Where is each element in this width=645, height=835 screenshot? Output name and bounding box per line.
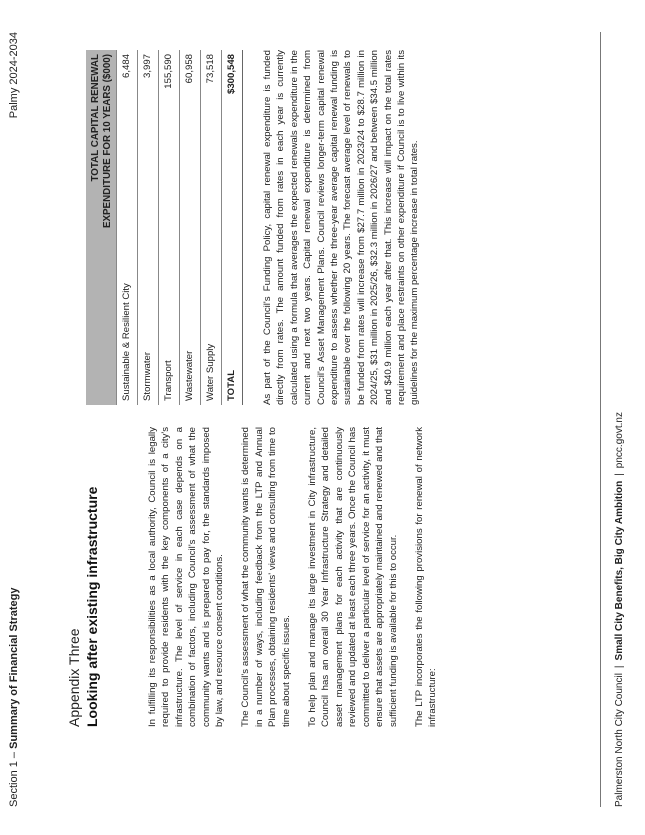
appendix-title: Looking after existing infrastructure [84,486,100,727]
row-value: 155,590 [159,50,180,248]
paragraph: The LTP incorporates the following provisions for renewal of network infrastructure: [413,427,439,727]
row-label: Sustainable & Resilient City [117,248,138,405]
left-column [146,427,453,727]
total-label: TOTAL [222,248,243,405]
table-total-row [222,50,243,405]
section-title: Summary of Financial Strategy [8,587,20,749]
row-label: Water Supply [201,248,222,405]
table-row [138,50,159,405]
funding-policy-text [261,50,422,405]
table-header-blank [86,248,117,405]
row-value: 73,518 [201,50,222,248]
section-prefix: Section 1 – [8,751,20,807]
row-value: 60,958 [180,50,201,248]
appendix-label: Appendix Three [66,628,82,727]
footer-website: pncc.govt.nz [614,412,625,469]
renewal-expenditure-table [86,50,243,405]
paragraph: To help plan and manage its large investment in City infrastructure, Council has an overall 30 Year Infrastructure Strategy and detailed asset management plans for each activity that are continuously reviewed and updated at least each three years. Once the Council has committed to deliver a particular level of service for an activity, it must ensure that assets are appropriately maintained and renewed and that sufficient funding is available for this to occur. [307,427,399,727]
row-value: 6,484 [117,50,138,248]
footer-divider [600,32,601,807]
table-row [117,50,138,405]
table-column-header: TOTAL CAPITAL RENEWAL EXPENDITURE FOR 10 YEARS ($000) [86,50,117,248]
right-column [86,50,422,405]
footer-tagline: Small City Benefits, Big City Ambition [614,480,625,661]
paragraph: As part of the Council's Funding Policy, capital renewal expenditure is funded directly from rates. The amount funded from rates in each year is currently calculated using a formula that averages the expected renewals expenditure in the current and next two years. Capital renewal expenditure is determined from Council's Asset Management Plans. Council reviews longer-term capital renewal expenditure to assess whether the three-year average capital renewal funding is sustainable over the following 20 years. The forecast average level of renewals to be funded from rates will increase from $27.7 million in 2023/24 to $28.7 million in 2024/25, $31 million in 2025/26, $32.3 million in 2026/27 and between $34.5 million and $40.9 million each year after that. This increase will impact on the total rates requirement and place restraints on other expenditure if Council is to live within its guidelines for the maximum percentage increase in total rates. [262,50,421,405]
table-row [180,50,201,405]
total-value: $300,548 [222,50,243,248]
table-row [201,50,222,405]
footer [614,412,625,807]
row-label: Wastewater [180,248,201,405]
paragraph: The Council's assessment of what the community wants is determined in a number of ways, including feedback from the LTP and Annual Plan processes, obtaining residents' views and consulting from time to time about specific issues. [240,427,292,727]
table-header-row [86,50,117,405]
paragraph: In fulfilling its responsibilities as a local authority, Council is legally required to provide residents with the key components of a city's infrastructure. The level of service in each case depends on a combination of factors, including Council's assessment of what the community wants and is prepared to pay for, the standards imposed by law, and resource consent conditions. [147,427,226,727]
section-header [8,588,20,808]
footer-separator: | [614,665,625,669]
document-title: Palmy 2024-2034 [8,32,20,119]
row-label: Transport [159,248,180,405]
footer-org: Palmerston North City Council [614,673,625,807]
row-value: 3,997 [138,50,159,248]
row-label: Stormwater [138,248,159,405]
footer-separator: | [614,473,625,476]
table-row [159,50,180,405]
